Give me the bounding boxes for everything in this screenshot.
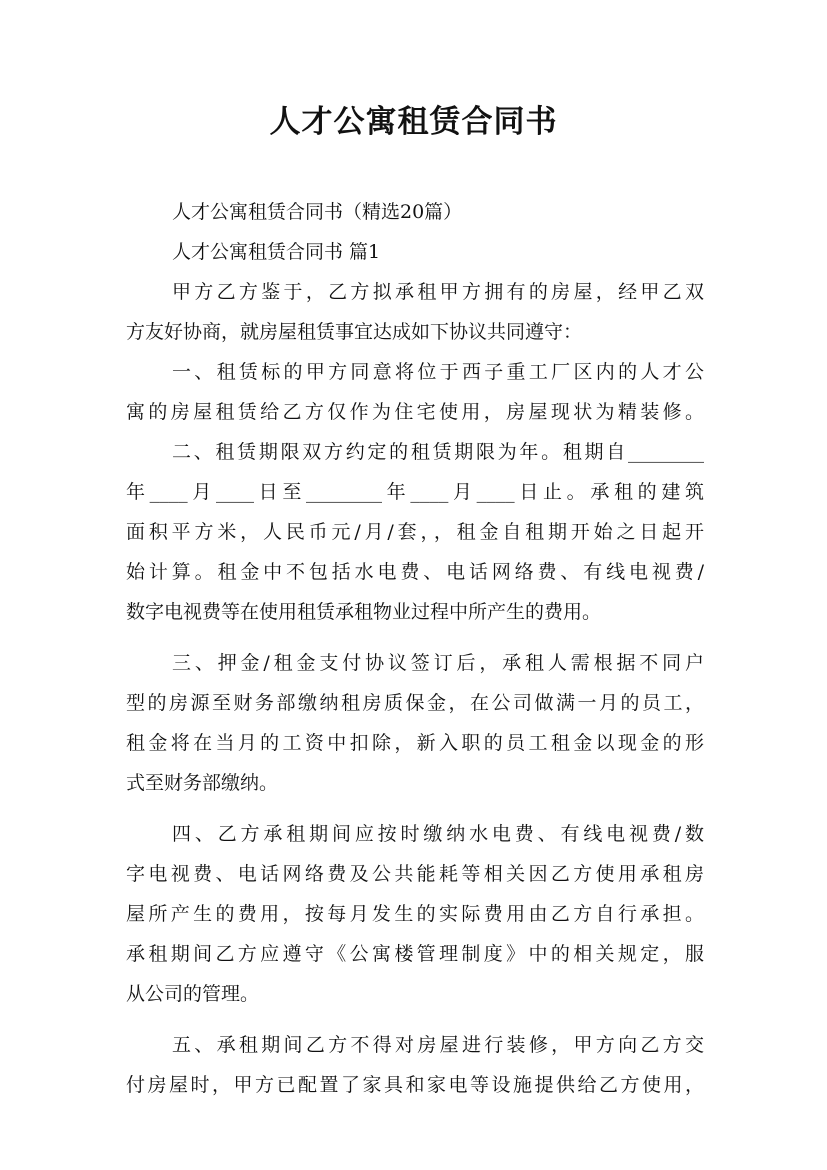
intro-paragraph: 人才公寓租赁合同书（精选20篇）: [172, 201, 463, 223]
paragraph-preamble: [126, 272, 704, 352]
paragraph-clause-3: [126, 643, 704, 803]
text-line: 付房屋时，甲方已配置了家具和家电等设施提供给乙方使用，: [126, 1074, 704, 1096]
text-line: 寓的房屋租赁给乙方仅作为住宅使用，房屋现状为精装修。: [126, 401, 704, 423]
document-body: [126, 192, 704, 1105]
text-line: 甲方乙方鉴于，乙方拟承租甲方拥有的房屋，经甲乙双: [172, 281, 704, 303]
paragraph-clause-2: [126, 432, 704, 632]
paragraph-clause-5: [126, 1025, 704, 1105]
text-line: 四、乙方承租期间应按时缴纳水电费、有线电视费/数: [172, 823, 704, 845]
text-line: 式至财务部缴纳。: [126, 772, 279, 794]
text-line: 从公司的管理。: [126, 983, 260, 1005]
text-line: 始计算。租金中不包括水电费、电话网络费、有线电视费/: [126, 561, 704, 583]
text-line: 租金将在当月的工资中扣除，新入职的员工租金以现金的形: [126, 732, 704, 754]
text-line: 字电视费、电话网络费及公共能耗等相关因乙方使用承租房: [126, 863, 704, 885]
section-heading: 人才公寓租赁合同书 篇1: [172, 241, 381, 263]
paragraph-clause-1: [126, 352, 704, 432]
text-line: 三、押金/租金支付协议签订后，承租人需根据不同户: [172, 652, 704, 674]
document-title: 人才公寓租赁合同书: [269, 104, 558, 140]
text-line: 二、租赁期限双方约定的租赁期限为年。租期自________: [172, 441, 704, 463]
text-line: 方友好协商，就房屋租赁事宜达成如下协议共同遵守：: [126, 321, 583, 343]
text-line: 一、租赁标的甲方同意将位于西子重工厂区内的人才公: [172, 361, 704, 383]
text-line: 数字电视费等在使用租赁承租物业过程中所产生的费用。: [126, 601, 602, 623]
text-line: 面积平方米，人民币元/月/套，，租金自租期开始之日起开: [126, 521, 704, 543]
paragraph-clause-4: [126, 814, 704, 1014]
text-line: 年____月____日至________年____月____日止。承租的建筑: [126, 481, 704, 503]
text-line: 屋所产生的费用，按每月发生的实际费用由乙方自行承担。: [126, 903, 704, 925]
text-line: 五、承租期间乙方不得对房屋进行装修，甲方向乙方交: [172, 1034, 704, 1056]
text-line: 型的房源至财务部缴纳租房质保金，在公司做满一月的员工，: [126, 692, 704, 714]
text-line: 承租期间乙方应遵守《公寓楼管理制度》中的相关规定，服: [126, 943, 704, 965]
